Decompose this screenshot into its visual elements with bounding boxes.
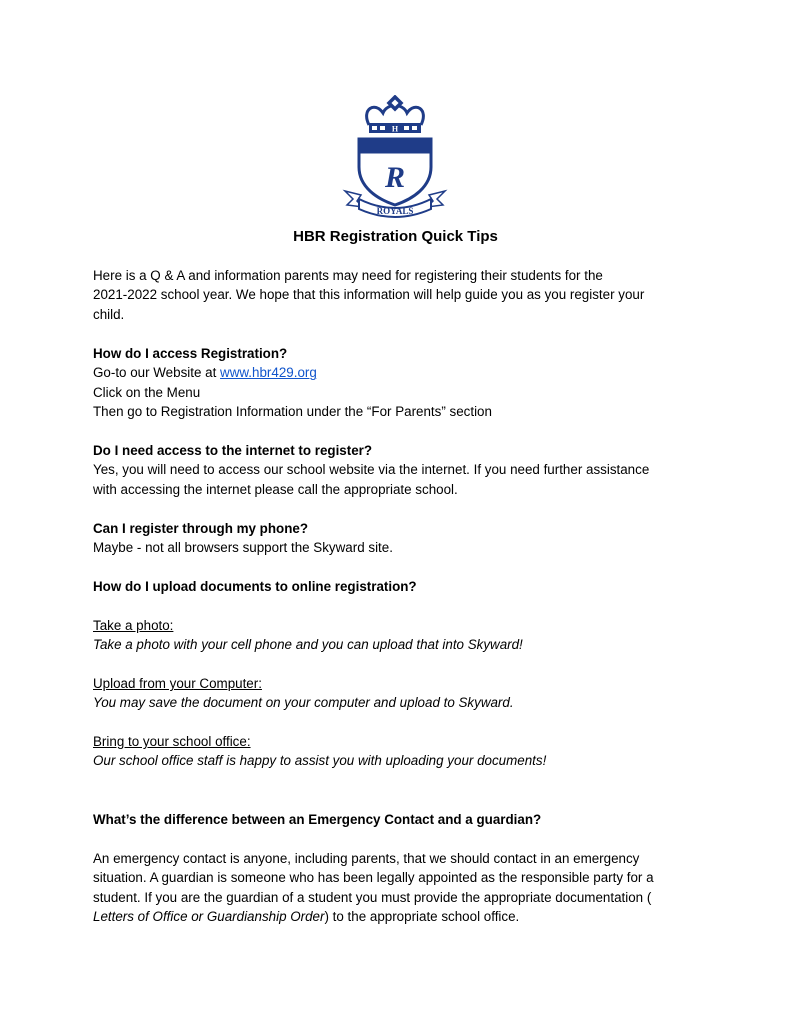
answer-line: student. If you are the guardian of a student you must provide the appropriate documentation ( [93,889,652,905]
qa-internet-access [93,441,703,499]
banner-text: ROYALS [376,206,414,216]
qa-phone-registration [93,519,703,558]
question-heading: What’s the difference between an Emergency Contact and a guardian? [93,812,542,827]
crest-letter: R [384,161,406,194]
option-heading: Upload from your Computer: [93,676,262,691]
option-text: Our school office staff is happy to assist you with uploading your documents! [93,753,547,769]
intro-line: Here is a Q & A and information parents may need for registering their students for the [93,268,603,283]
answer-text: ) to the appropriate school office. [324,909,520,925]
question-heading: How do I upload documents to online registration? [93,579,417,594]
upload-option-photo [93,616,703,655]
royals-crest-logo [339,95,451,220]
upload-option-office [93,732,703,771]
option-text: Take a photo with your cell phone and you can upload that into Skyward! [93,637,523,653]
website-link[interactable]: www.hbr429.org [220,365,317,381]
qa-upload-documents [93,577,703,596]
answer-line: Yes, you will need to access our school website via the internet. If you need further assistance [93,462,650,478]
question-heading: How do I access Registration? [93,346,288,361]
page-title: HBR Registration Quick Tips [293,228,498,245]
intro-line: child. [93,306,125,322]
question-heading: Can I register through my phone? [93,521,309,536]
option-heading: Take a photo: [93,618,174,633]
option-heading: Bring to your school office: [93,734,251,749]
qa-access-registration [93,344,703,422]
qa-emergency-vs-guardian [93,810,703,829]
guardian-answer [93,849,703,927]
answer-line: situation. A guardian is someone who has been legally appointed as the responsible party for a [93,870,654,886]
intro-paragraph [93,266,703,324]
document-names: Letters of Office or Guardianship Order [93,909,325,925]
answer-line [93,363,703,382]
answer-line: An emergency contact is anyone, including parents, that we should contact in an emergency [93,851,640,866]
question-heading: Do I need access to the internet to register? [93,443,373,458]
answer-line: Click on the Menu [93,384,201,400]
option-text: You may save the document on your computer and upload to Skyward. [93,695,514,711]
intro-line: 2021-2022 school year. We hope that this information will help guide you as you register your [93,287,645,303]
answer-line: Then go to Registration Information under the “For Parents” section [93,404,492,420]
answer-text: Go-to our Website at [93,365,221,381]
upload-option-computer [93,674,703,713]
answer-line: Maybe - not all browsers support the Skyward site. [93,540,393,556]
svg-text:H: H [391,124,399,134]
answer-line [93,907,703,926]
answer-line: with accessing the internet please call the appropriate school. [93,481,458,497]
